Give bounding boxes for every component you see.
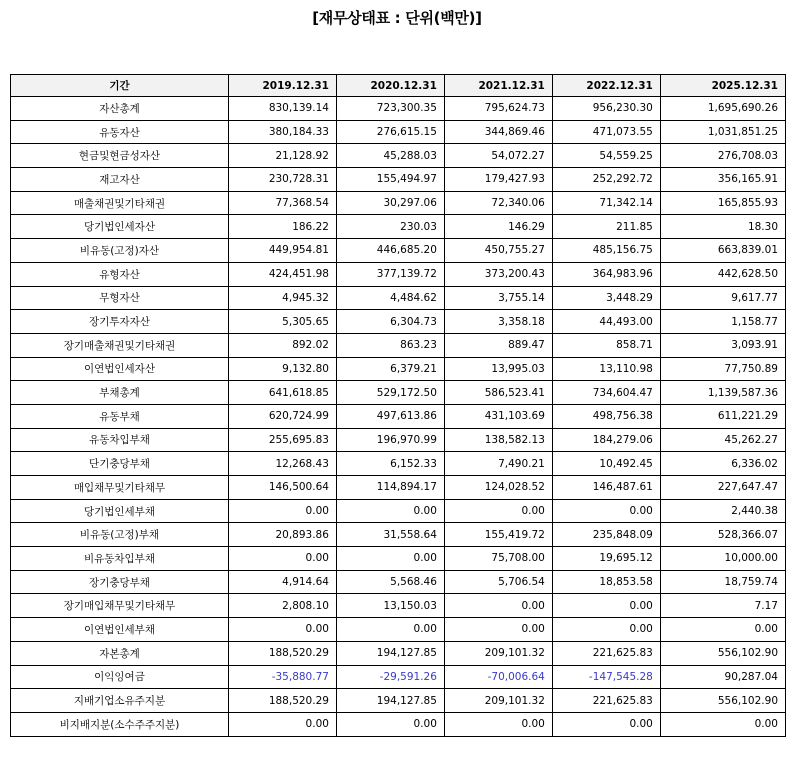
row-label: 자본총계 <box>11 641 229 665</box>
value-cell: 611,221.29 <box>660 404 785 428</box>
value-cell: 54,559.25 <box>552 144 660 168</box>
value-cell: 194,127.85 <box>336 689 444 713</box>
value-cell: 186.22 <box>228 215 336 239</box>
value-cell: 0.00 <box>228 618 336 642</box>
value-cell: 77,750.89 <box>660 357 785 381</box>
row-label: 재고자산 <box>11 168 229 192</box>
value-cell: 146,487.61 <box>552 476 660 500</box>
row-label: 이연법인세자산 <box>11 357 229 381</box>
row-label: 비유동(고정)자산 <box>11 239 229 263</box>
value-cell: 188,520.29 <box>228 689 336 713</box>
value-cell: 221,625.83 <box>552 689 660 713</box>
value-cell: 209,101.32 <box>444 641 552 665</box>
table-row <box>11 286 786 310</box>
value-cell: 0.00 <box>660 712 785 736</box>
header-2021: 2021.12.31 <box>444 75 552 97</box>
table-row <box>11 120 786 144</box>
value-cell: 734,604.47 <box>552 381 660 405</box>
value-cell: 663,839.01 <box>660 239 785 263</box>
value-cell: 188,520.29 <box>228 641 336 665</box>
row-label: 지배기업소유주지분 <box>11 689 229 713</box>
value-cell: 0.00 <box>336 712 444 736</box>
table-row <box>11 333 786 357</box>
table-row <box>11 168 786 192</box>
value-cell: 377,139.72 <box>336 262 444 286</box>
table-row <box>11 381 786 405</box>
value-cell: 114,894.17 <box>336 476 444 500</box>
value-cell: 344,869.46 <box>444 120 552 144</box>
row-label: 장기매입채무및기타채무 <box>11 594 229 618</box>
value-cell: 1,139,587.36 <box>660 381 785 405</box>
value-cell: 723,300.35 <box>336 97 444 121</box>
value-cell: 45,262.27 <box>660 428 785 452</box>
value-cell: 5,568.46 <box>336 570 444 594</box>
value-cell: 155,494.97 <box>336 168 444 192</box>
value-cell: 7.17 <box>660 594 785 618</box>
row-label: 유동부채 <box>11 404 229 428</box>
value-cell: 497,613.86 <box>336 404 444 428</box>
row-label: 장기충당부채 <box>11 570 229 594</box>
value-cell: 71,342.14 <box>552 191 660 215</box>
value-cell: 529,172.50 <box>336 381 444 405</box>
value-cell: 90,287.04 <box>660 665 785 689</box>
value-cell: 956,230.30 <box>552 97 660 121</box>
value-cell: 211.85 <box>552 215 660 239</box>
value-cell: 31,558.64 <box>336 523 444 547</box>
row-label: 매입채무및기타채무 <box>11 476 229 500</box>
value-cell: -147,545.28 <box>552 665 660 689</box>
value-cell: 0.00 <box>336 499 444 523</box>
value-cell: 3,093.91 <box>660 333 785 357</box>
table-row <box>11 689 786 713</box>
header-period: 기간 <box>11 75 229 97</box>
value-cell: 209,101.32 <box>444 689 552 713</box>
row-label: 이연법인세부채 <box>11 618 229 642</box>
value-cell: 77,368.54 <box>228 191 336 215</box>
table-row <box>11 191 786 215</box>
row-label: 비지배지분(소수주주지분) <box>11 712 229 736</box>
value-cell: 2,808.10 <box>228 594 336 618</box>
value-cell: 138,582.13 <box>444 428 552 452</box>
value-cell: 424,451.98 <box>228 262 336 286</box>
value-cell: 641,618.85 <box>228 381 336 405</box>
header-2025: 2025.12.31 <box>660 75 785 97</box>
table-row <box>11 452 786 476</box>
table-row <box>11 215 786 239</box>
value-cell: 72,340.06 <box>444 191 552 215</box>
table-row <box>11 428 786 452</box>
value-cell: 20,893.86 <box>228 523 336 547</box>
value-cell: 3,755.14 <box>444 286 552 310</box>
table-row <box>11 404 786 428</box>
header-2022: 2022.12.31 <box>552 75 660 97</box>
table-row <box>11 499 786 523</box>
value-cell: 556,102.90 <box>660 641 785 665</box>
value-cell: 0.00 <box>444 712 552 736</box>
value-cell: 10,000.00 <box>660 547 785 571</box>
value-cell: 795,624.73 <box>444 97 552 121</box>
value-cell: 858.71 <box>552 333 660 357</box>
row-label: 자산총계 <box>11 97 229 121</box>
value-cell: 7,490.21 <box>444 452 552 476</box>
value-cell: 586,523.41 <box>444 381 552 405</box>
table-row <box>11 570 786 594</box>
value-cell: 485,156.75 <box>552 239 660 263</box>
value-cell: 255,695.83 <box>228 428 336 452</box>
value-cell: 364,983.96 <box>552 262 660 286</box>
value-cell: 227,647.47 <box>660 476 785 500</box>
value-cell: 6,152.33 <box>336 452 444 476</box>
row-label: 매출채권및기타채권 <box>11 191 229 215</box>
value-cell: 620,724.99 <box>228 404 336 428</box>
value-cell: 12,268.43 <box>228 452 336 476</box>
row-label: 비유동(고정)부채 <box>11 523 229 547</box>
table-row <box>11 262 786 286</box>
value-cell: -35,880.77 <box>228 665 336 689</box>
header-2020: 2020.12.31 <box>336 75 444 97</box>
value-cell: 44,493.00 <box>552 310 660 334</box>
row-label: 이익잉여금 <box>11 665 229 689</box>
value-cell: 124,028.52 <box>444 476 552 500</box>
value-cell: 4,914.64 <box>228 570 336 594</box>
table-row <box>11 594 786 618</box>
value-cell: 0.00 <box>444 499 552 523</box>
value-cell: 1,695,690.26 <box>660 97 785 121</box>
table-row <box>11 618 786 642</box>
row-label: 비유동차입부채 <box>11 547 229 571</box>
row-label: 무형자산 <box>11 286 229 310</box>
value-cell: 373,200.43 <box>444 262 552 286</box>
value-cell: 471,073.55 <box>552 120 660 144</box>
value-cell: -70,006.64 <box>444 665 552 689</box>
value-cell: 196,970.99 <box>336 428 444 452</box>
value-cell: 0.00 <box>444 594 552 618</box>
value-cell: 9,617.77 <box>660 286 785 310</box>
value-cell: 5,706.54 <box>444 570 552 594</box>
value-cell: 276,615.15 <box>336 120 444 144</box>
value-cell: 221,625.83 <box>552 641 660 665</box>
value-cell: 830,139.14 <box>228 97 336 121</box>
value-cell: 6,336.02 <box>660 452 785 476</box>
row-label: 장기투자자산 <box>11 310 229 334</box>
value-cell: 431,103.69 <box>444 404 552 428</box>
table-row <box>11 641 786 665</box>
value-cell: 252,292.72 <box>552 168 660 192</box>
value-cell: 4,484.62 <box>336 286 444 310</box>
table-row <box>11 239 786 263</box>
value-cell: 0.00 <box>660 618 785 642</box>
value-cell: 45,288.03 <box>336 144 444 168</box>
table-row <box>11 476 786 500</box>
value-cell: 1,031,851.25 <box>660 120 785 144</box>
value-cell: 450,755.27 <box>444 239 552 263</box>
value-cell: 0.00 <box>336 618 444 642</box>
value-cell: 146.29 <box>444 215 552 239</box>
row-label: 현금및현금성자산 <box>11 144 229 168</box>
value-cell: 165,855.93 <box>660 191 785 215</box>
value-cell: 380,184.33 <box>228 120 336 144</box>
table-row <box>11 547 786 571</box>
value-cell: 498,756.38 <box>552 404 660 428</box>
value-cell: 13,150.03 <box>336 594 444 618</box>
value-cell: 5,305.65 <box>228 310 336 334</box>
value-cell: 19,695.12 <box>552 547 660 571</box>
value-cell: 30,297.06 <box>336 191 444 215</box>
page-title: [재무상태표 : 단위(백만)] <box>312 9 482 27</box>
value-cell: 235,848.09 <box>552 523 660 547</box>
value-cell: 892.02 <box>228 333 336 357</box>
row-label: 유형자산 <box>11 262 229 286</box>
value-cell: 1,158.77 <box>660 310 785 334</box>
value-cell: 0.00 <box>552 594 660 618</box>
value-cell: 10,492.45 <box>552 452 660 476</box>
value-cell: 446,685.20 <box>336 239 444 263</box>
value-cell: 3,448.29 <box>552 286 660 310</box>
table-row <box>11 357 786 381</box>
value-cell: 556,102.90 <box>660 689 785 713</box>
value-cell: 356,165.91 <box>660 168 785 192</box>
table-row <box>11 665 786 689</box>
value-cell: -29,591.26 <box>336 665 444 689</box>
value-cell: 449,954.81 <box>228 239 336 263</box>
value-cell: 889.47 <box>444 333 552 357</box>
value-cell: 13,995.03 <box>444 357 552 381</box>
table-row <box>11 144 786 168</box>
value-cell: 0.00 <box>228 499 336 523</box>
value-cell: 230.03 <box>336 215 444 239</box>
value-cell: 4,945.32 <box>228 286 336 310</box>
value-cell: 146,500.64 <box>228 476 336 500</box>
value-cell: 6,379.21 <box>336 357 444 381</box>
value-cell: 276,708.03 <box>660 144 785 168</box>
row-label: 장기매출채권및기타채권 <box>11 333 229 357</box>
value-cell: 9,132.80 <box>228 357 336 381</box>
row-label: 유동자산 <box>11 120 229 144</box>
header-2019: 2019.12.31 <box>228 75 336 97</box>
financial-statement-table <box>10 74 786 737</box>
value-cell: 18,759.74 <box>660 570 785 594</box>
value-cell: 194,127.85 <box>336 641 444 665</box>
row-label: 단기충당부채 <box>11 452 229 476</box>
row-label: 유동차입부채 <box>11 428 229 452</box>
value-cell: 2,440.38 <box>660 499 785 523</box>
value-cell: 0.00 <box>552 712 660 736</box>
value-cell: 3,358.18 <box>444 310 552 334</box>
value-cell: 13,110.98 <box>552 357 660 381</box>
value-cell: 0.00 <box>228 712 336 736</box>
table-row <box>11 523 786 547</box>
value-cell: 442,628.50 <box>660 262 785 286</box>
table-row <box>11 310 786 334</box>
value-cell: 21,128.92 <box>228 144 336 168</box>
value-cell: 0.00 <box>552 618 660 642</box>
value-cell: 528,366.07 <box>660 523 785 547</box>
value-cell: 230,728.31 <box>228 168 336 192</box>
row-label: 당기법인세부채 <box>11 499 229 523</box>
table-row <box>11 712 786 736</box>
value-cell: 155,419.72 <box>444 523 552 547</box>
value-cell: 75,708.00 <box>444 547 552 571</box>
row-label: 당기법인세자산 <box>11 215 229 239</box>
value-cell: 863.23 <box>336 333 444 357</box>
header-row <box>11 75 786 97</box>
value-cell: 18.30 <box>660 215 785 239</box>
row-label: 부채총계 <box>11 381 229 405</box>
value-cell: 0.00 <box>552 499 660 523</box>
value-cell: 0.00 <box>336 547 444 571</box>
value-cell: 6,304.73 <box>336 310 444 334</box>
value-cell: 18,853.58 <box>552 570 660 594</box>
value-cell: 0.00 <box>444 618 552 642</box>
table-row <box>11 97 786 121</box>
value-cell: 54,072.27 <box>444 144 552 168</box>
value-cell: 0.00 <box>228 547 336 571</box>
value-cell: 179,427.93 <box>444 168 552 192</box>
value-cell: 184,279.06 <box>552 428 660 452</box>
